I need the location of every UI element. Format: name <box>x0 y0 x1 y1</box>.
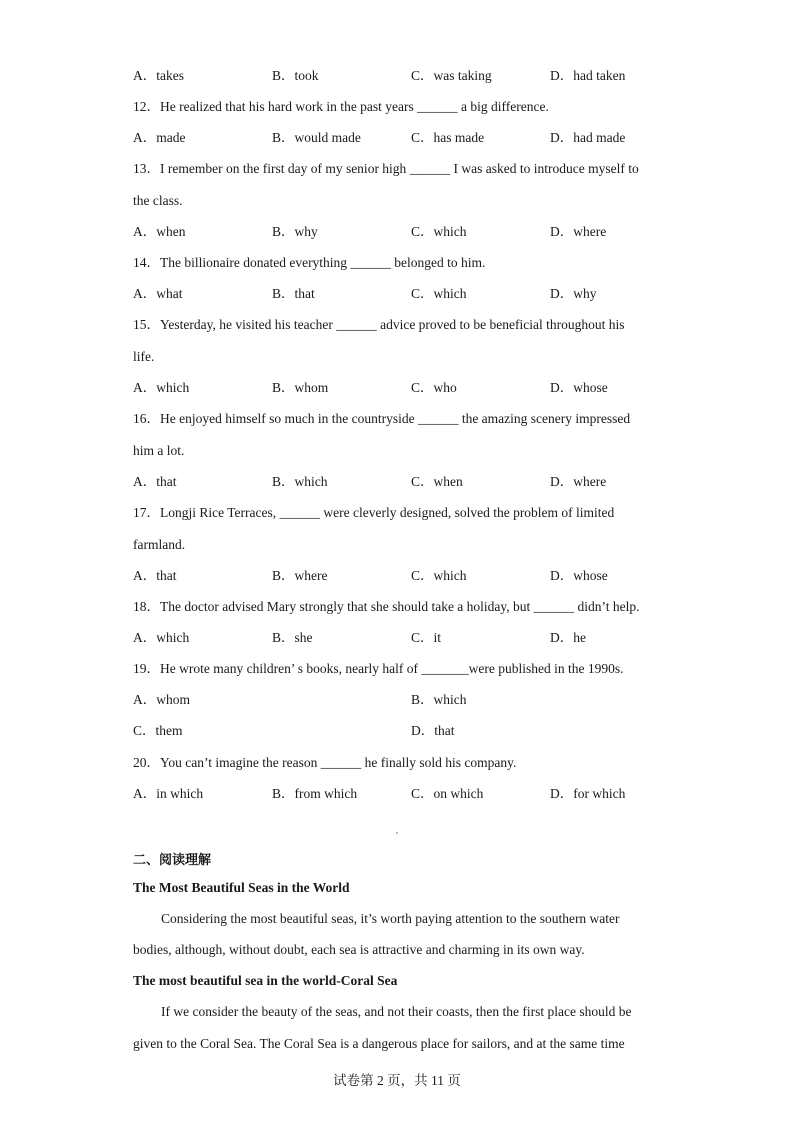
q14-options <box>133 285 693 303</box>
q18-stem: 18．The doctor advised Mary strongly that she should take a holiday, but ______ didn’t help. <box>133 599 640 614</box>
q13-option-b: B．why <box>272 224 318 239</box>
q15-option-b: B．whom <box>272 380 329 395</box>
subheading: The most beautiful sea in the world-Coral Sea <box>133 973 398 988</box>
q15-options <box>133 379 693 397</box>
q16-stem-line1: 16．He enjoyed himself so much in the countryside ______ the amazing scenery impressed <box>133 411 631 426</box>
q19-option-d: D．that <box>411 723 455 738</box>
q18-option-b: B．she <box>272 630 313 645</box>
article-title: The Most Beautiful Seas in the World <box>133 880 350 895</box>
q15-stem-line2: life. <box>133 349 155 364</box>
q13-options <box>133 223 693 241</box>
q15-option-c: C．who <box>411 380 457 395</box>
section-title: 二、阅读理解 <box>133 853 212 868</box>
q12-option-b: B．would made <box>272 130 361 145</box>
q13-stem-line1: 13．I remember on the first day of my senior high ______ I was asked to introduce myself to <box>133 161 639 176</box>
q18-option-c: C．it <box>411 630 442 645</box>
scan-speck <box>396 832 398 834</box>
q17-stem-line2: farmland. <box>133 537 186 552</box>
q12-options <box>133 129 693 147</box>
q19-option-a: A．whom <box>133 692 190 707</box>
q17-option-b: B．where <box>272 568 328 583</box>
q12-option-d: D．had made <box>550 130 626 145</box>
q16-stem-line2: him a lot. <box>133 443 185 458</box>
q18-option-a: A．which <box>133 630 190 645</box>
para2-line1: If we consider the beauty of the seas, and not their coasts, then the first place should be <box>161 1004 632 1019</box>
q16-options <box>133 473 693 491</box>
q13-stem-line2: the class. <box>133 193 183 208</box>
q20-option-a: A．in which <box>133 786 204 801</box>
q15-stem-line1: 15．Yesterday, he visited his teacher ______ advice proved to be beneficial throughout his <box>133 317 625 332</box>
q11-option-c: C．was taking <box>411 68 492 83</box>
para1-line1: Considering the most beautiful seas, it’s worth paying attention to the southern water <box>161 911 620 926</box>
q19-options-row1 <box>133 691 693 709</box>
q12-option-a: A．made <box>133 130 186 145</box>
page-footer: 试卷第 2 页，共 11 页 <box>333 1073 461 1088</box>
q17-option-c: C．which <box>411 568 467 583</box>
q19-stem: 19．He wrote many children’ s books, nearly half of _______were published in the 1990s. <box>133 661 624 676</box>
q17-options <box>133 567 693 585</box>
q20-options <box>133 785 693 803</box>
para2-line2: given to the Coral Sea. The Coral Sea is a dangerous place for sailors, and at the same time <box>133 1036 625 1051</box>
q16-option-d: D．where <box>550 474 607 489</box>
q17-option-a: A．that <box>133 568 177 583</box>
q14-option-d: D．why <box>550 286 597 301</box>
q18-option-d: D．he <box>550 630 586 645</box>
q13-option-c: C．which <box>411 224 467 239</box>
q11-option-a: A．takes <box>133 68 184 83</box>
q20-option-c: C．on which <box>411 786 484 801</box>
q17-stem-line1: 17．Longji Rice Terraces, ______ were cleverly designed, solved the problem of limited <box>133 505 615 520</box>
q16-option-b: B．which <box>272 474 328 489</box>
q18-options <box>133 629 693 647</box>
q13-option-a: A．when <box>133 224 186 239</box>
q14-stem: 14．The billionaire donated everything ______ belonged to him. <box>133 255 486 270</box>
q11-option-b: B．took <box>272 68 319 83</box>
q19-option-c: C．them <box>133 723 183 738</box>
q20-option-d: D．for which <box>550 786 626 801</box>
para1-line2: bodies, although, without doubt, each sea is attractive and charming in its own way. <box>133 942 585 957</box>
q12-stem: 12．He realized that his hard work in the past years ______ a big difference. <box>133 99 549 114</box>
q16-option-c: C．when <box>411 474 463 489</box>
q17-option-d: D．whose <box>550 568 608 583</box>
q19-options-row2 <box>133 722 693 740</box>
q14-option-a: A．what <box>133 286 183 301</box>
q19-option-b: B．which <box>411 692 467 707</box>
q14-option-c: C．which <box>411 286 467 301</box>
q14-option-b: B．that <box>272 286 315 301</box>
q16-option-a: A．that <box>133 474 177 489</box>
q15-option-a: A．which <box>133 380 190 395</box>
q15-option-d: D．whose <box>550 380 608 395</box>
q11-option-d: D．had taken <box>550 68 626 83</box>
q20-option-b: B．from which <box>272 786 358 801</box>
q12-option-c: C．has made <box>411 130 485 145</box>
q13-option-d: D．where <box>550 224 607 239</box>
q20-stem: 20．You can’t imagine the reason ______ he finally sold his company. <box>133 755 517 770</box>
q11-options <box>133 67 693 85</box>
